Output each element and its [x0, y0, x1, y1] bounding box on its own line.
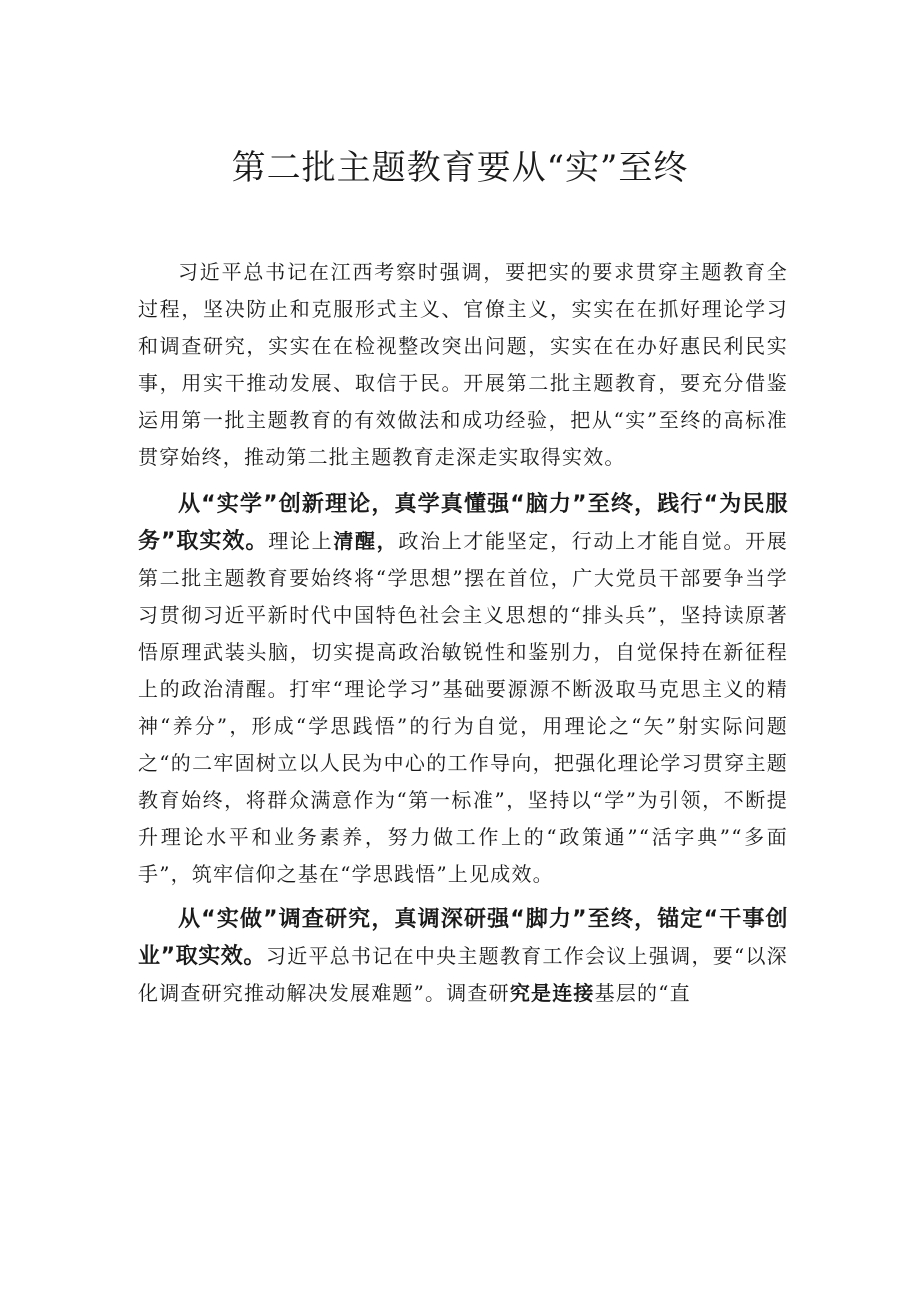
page-title: 第二批主题教育要从“实”至终 [231, 148, 689, 188]
paragraph-theory-highlight: 清醒， [333, 529, 399, 553]
paragraph-theory-text-a: 理论上 [268, 529, 334, 553]
paragraph-research-heading: 从“实做”调查研究，真调深研强“脚力”至终，锚定“干事创业”取实效。 [138, 907, 788, 969]
paragraph-theory-heading: 从“实学”创新理论，真学真懂强“脑力”至终，践行“为民服务”取实效。 [138, 492, 788, 554]
paragraph-intro: 习近平总书记在江西考察时强调，要把实的要求贯穿主题教育全过程，坚决防止和克服形式主义、官僚主义，实实在在抓好理论学习和调查研究，实实在在检视整改突出问题，实实在在办好惠民利民实事，用实干推动发展、取信于民。开展第二批主题教育，要充分借鉴运用第一批主题教育的有效做法和成功经验，把从“实”至终的高标准贯穿始终，推动第二批主题教育走深走实取得实效。 [138, 260, 788, 469]
paragraph-research [138, 901, 788, 1012]
document-body [138, 254, 788, 1012]
paragraph-theory [138, 486, 788, 893]
paragraph-research-text-b: 基层的“直 [594, 981, 691, 1005]
paragraph-research-text-a: 习近平总书记在中央主题教育工作会议上强调，要“以深化调查研究推动解决发展难题”。调查研 [138, 944, 788, 1005]
paragraph-theory-text-b: 政治上才能坚定，行动上才能自觉。开展第二批主题教育要始终将“学思想”摆在首位，广大党员干部要争当学习贯彻习近平新时代中国特色社会主义思想的“排头兵”，坚持读原著悟原理武装头脑，切实提高政治敏锐性和鉴别力，自觉保持在新征程上的政治清醒。打牢“理论学习”基础要源源不断汲取马克思主义的精神“养分”，形成“学思践悟”的行为自觉，用理论之“矢”射实际问题之“的二牢固树立以人民为中心的工作导向，把强化理论学习贯穿主题教育始终，将群众满意作为“第一标准”，坚持以“学”为引领，不断提升理论水平和业务素养，努力做工作上的“政策通”“活字典”“多面手”，筑牢信仰之基在“学思践悟”上见成效。 [138, 529, 788, 886]
paragraph-research-highlight: 究是连接 [509, 981, 595, 1005]
